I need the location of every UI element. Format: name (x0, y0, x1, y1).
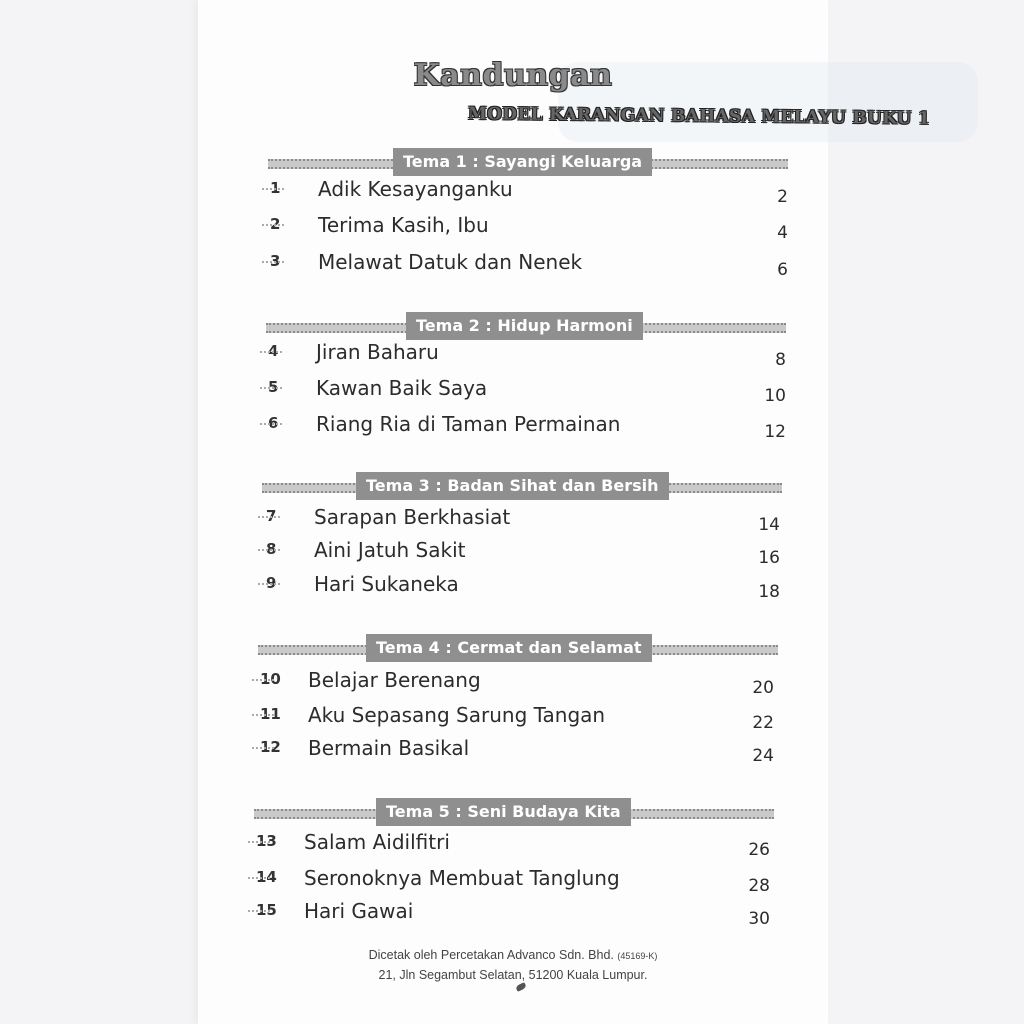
item-page: 14 (758, 515, 780, 535)
theme-label: Tema 5 : Seni Budaya Kita (376, 798, 631, 826)
item-number: 7 (266, 507, 306, 525)
item-page: 30 (748, 909, 770, 929)
item-page: 24 (752, 746, 774, 766)
item-title: Riang Ria di Taman Permainan (316, 412, 621, 436)
toc-item (260, 668, 780, 698)
printer-address: 21, Jln Segambut Selatan, 51200 Kuala Lumpur. (378, 968, 648, 982)
printer-name: Dicetak oleh Percetakan Advanco Sdn. Bhd. (368, 948, 614, 962)
toc-item (268, 412, 788, 442)
toc-item (268, 340, 788, 370)
toc-item (256, 866, 776, 896)
item-page: 22 (752, 713, 774, 733)
item-number: 8 (266, 540, 306, 558)
item-title: Terima Kasih, Ibu (318, 213, 489, 237)
item-page: 16 (758, 548, 780, 568)
item-title: Aini Jatuh Sakit (314, 538, 466, 562)
toc-item (270, 250, 790, 280)
theme-label: Tema 4 : Cermat dan Selamat (366, 634, 652, 662)
item-number: 4 (268, 342, 308, 360)
toc-item (256, 830, 776, 860)
item-title: Melawat Datuk dan Nenek (318, 250, 583, 274)
item-page: 12 (764, 422, 786, 442)
toc-item (266, 538, 786, 568)
item-title: Kawan Baik Saya (316, 376, 488, 400)
item-page: 6 (777, 260, 788, 280)
item-title: Jiran Baharu (316, 340, 439, 364)
toc-item (260, 736, 780, 766)
item-page: 20 (752, 678, 774, 698)
item-title: Sarapan Berkhasiat (314, 505, 511, 529)
item-number: 11 (260, 705, 300, 723)
theme-label: Tema 2 : Hidup Harmoni (406, 312, 643, 340)
book-subtitle: MODEL KARANGAN BAHASA MELAYU BUKU 1 (467, 104, 931, 129)
item-page: 8 (775, 350, 786, 370)
item-title: Hari Sukaneka (314, 572, 459, 596)
item-number: 10 (260, 670, 300, 688)
item-title: Adik Kesayanganku (318, 177, 513, 201)
item-page: 26 (748, 840, 770, 860)
theme-label: Tema 1 : Sayangi Keluarga (393, 148, 652, 176)
toc-item (256, 899, 776, 929)
item-number: 9 (266, 574, 306, 592)
printer-line (198, 946, 828, 966)
theme-label: Tema 3 : Badan Sihat dan Bersih (356, 472, 669, 500)
item-title: Seronoknya Membuat Tanglung (304, 866, 620, 890)
item-title: Belajar Berenang (308, 668, 481, 692)
item-number: 5 (268, 378, 308, 396)
item-title: Aku Sepasang Sarung Tangan (308, 703, 606, 727)
item-title: Hari Gawai (304, 899, 414, 923)
toc-item (268, 376, 788, 406)
item-number: 1 (270, 179, 310, 197)
item-title: Bermain Basikal (308, 736, 470, 760)
item-page: 28 (748, 876, 770, 896)
item-number: 12 (260, 738, 300, 756)
item-title: Salam Aidilfitri (304, 830, 450, 854)
toc-item (266, 572, 786, 602)
toc-item (270, 213, 790, 243)
book-page (198, 0, 931, 1024)
item-page: 10 (764, 386, 786, 406)
page-title: Kandungan (413, 58, 613, 93)
item-number: 14 (256, 868, 296, 886)
toc-item (270, 177, 790, 207)
toc-item (260, 703, 780, 733)
item-number: 6 (268, 414, 308, 432)
printer-footer (198, 946, 828, 985)
item-page: 4 (777, 223, 788, 243)
item-page: 18 (758, 582, 780, 602)
toc-item (266, 505, 786, 535)
item-page: 2 (777, 187, 788, 207)
item-number: 15 (256, 901, 296, 919)
item-number: 13 (256, 832, 296, 850)
item-number: 3 (270, 252, 310, 270)
item-number: 2 (270, 215, 310, 233)
printer-reg: (45169-K) (617, 951, 658, 961)
